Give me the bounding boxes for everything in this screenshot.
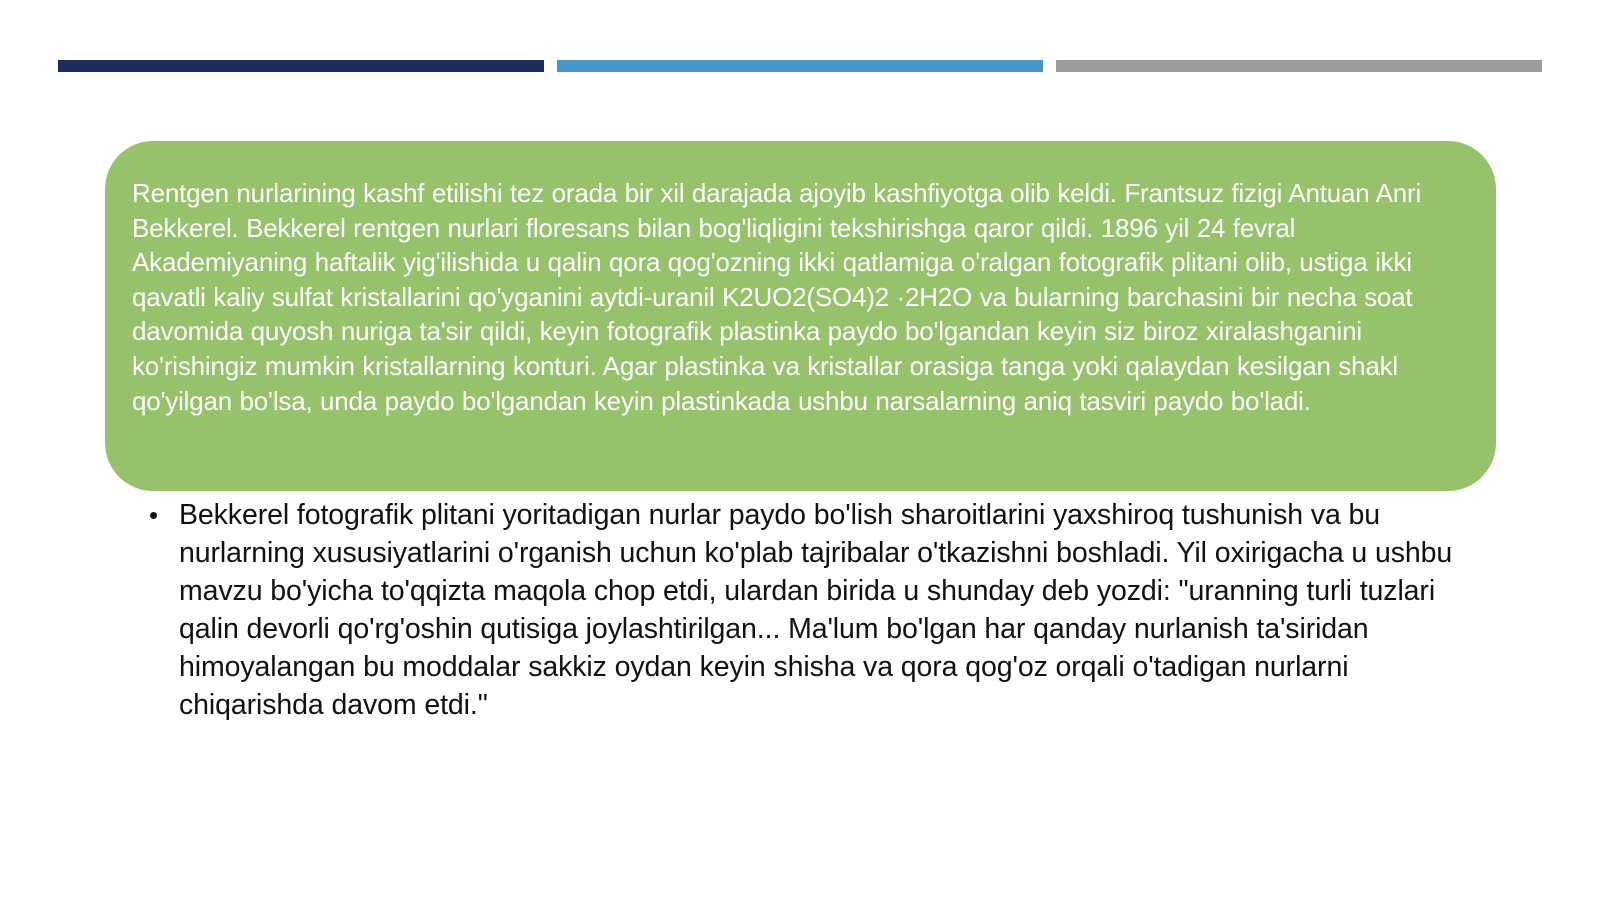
- header-accent-bar-light-blue: [557, 60, 1043, 72]
- bullet-list: [145, 496, 1490, 724]
- highlight-text-box: [105, 141, 1496, 491]
- bullet-paragraph: Bekkerel fotografik plitani yoritadigan nurlar paydo bo'lish sharoitlarini yaxshiroq tushunish va bu nurlarning xususiyatlarini o'rganish uchun ko'plab tajribalar o'tkazishni boshladi. Yil oxirigacha u ushbu mavzu bo'yicha to'qqizta maqola chop etdi, ulardan birida u shunday deb yozdi: "uranning turli tuzlari qalin devorli qo'rg'oshin qutisiga joylashtirilgan... Ma'lum bo'lgan har qanday nurlanish ta'siridan himoyalangan bu moddalar sakkiz oydan keyin shisha va qora qog'oz orqali o'tadigan nurlarni chiqarishda davom etdi.": [179, 499, 1453, 721]
- list-item: [145, 496, 1490, 724]
- header-accent-bar-gray: [1056, 60, 1542, 72]
- header-accent-bar-dark-blue: [58, 60, 544, 72]
- highlight-paragraph: Rentgen nurlarining kashf etilishi tez orada bir xil darajada ajoyib kashfiyotga olib keldi. Frantsuz fizigi Antuan Anri Bekkerel. Bekkerel rentgen nurlari floresans bilan bog'liqligini tekshirishga qaror qildi. 1896 yil 24 fevral Akademiyaning haftalik yig'ilishida u qalin qora qog'ozning ikki qatlamiga o'ralgan fotografik plitani olib, ustiga ikki qavatli kaliy sulfat kristallarini qo'yganini aytdi-uranil K2UO2(SO4)2 ·2H2O va bularning barchasini bir necha soat davomida quyosh nuriga ta'sir qildi, keyin fotografik plastinka paydo bo'lgandan keyin siz biroz xiralashganini ko'rishingiz mumkin kristallarning konturi. Agar plastinka va kristallar orasiga tanga yoki qalaydan kesilgan shakl qo'yilgan bo'lsa, unda paydo bo'lgandan keyin plastinkada ushbu narsalarning aniq tasviri paydo bo'ladi.: [132, 178, 1422, 416]
- bullet-marker: •: [149, 500, 159, 530]
